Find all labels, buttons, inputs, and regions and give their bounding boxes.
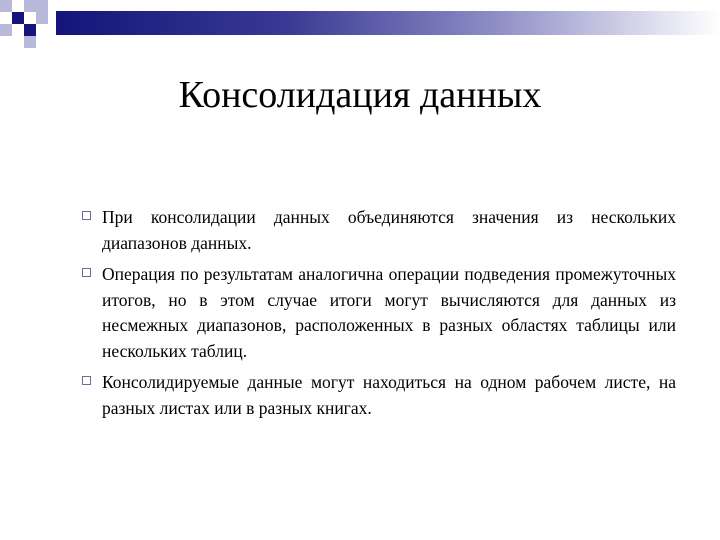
bullet-item bbox=[80, 262, 676, 364]
hollow-square-bullet-icon bbox=[82, 376, 91, 385]
bullet-item bbox=[80, 370, 676, 421]
decor-square bbox=[36, 0, 48, 12]
header-decoration bbox=[0, 0, 720, 48]
decor-square bbox=[0, 0, 12, 12]
header-gradient-band bbox=[56, 11, 720, 35]
hollow-square-bullet-icon bbox=[82, 211, 91, 220]
bullet-item bbox=[80, 205, 676, 256]
decor-square bbox=[0, 24, 12, 36]
bullet-text: Операция по результатам аналогична операции подведения промежуточных итогов, но в этом случае итоги могут вычисляются для данных из несмежных диапазонов, расположенных в разных областях таблицы или нескольких таблиц. bbox=[102, 264, 676, 361]
decor-square bbox=[24, 24, 36, 36]
bullet-list bbox=[80, 205, 676, 427]
bullet-text: Консолидируемые данные могут находиться на одном рабочем листе, на разных листах или в разных книгах. bbox=[102, 372, 676, 418]
hollow-square-bullet-icon bbox=[82, 268, 91, 277]
decor-square bbox=[24, 0, 36, 12]
decor-square bbox=[24, 36, 36, 48]
decor-square bbox=[12, 12, 24, 24]
slide-title: Консолидация данных bbox=[178, 74, 542, 116]
decor-square bbox=[36, 12, 48, 24]
bullet-text: При консолидации данных объединяются значения из нескольких диапазонов данных. bbox=[102, 207, 676, 253]
